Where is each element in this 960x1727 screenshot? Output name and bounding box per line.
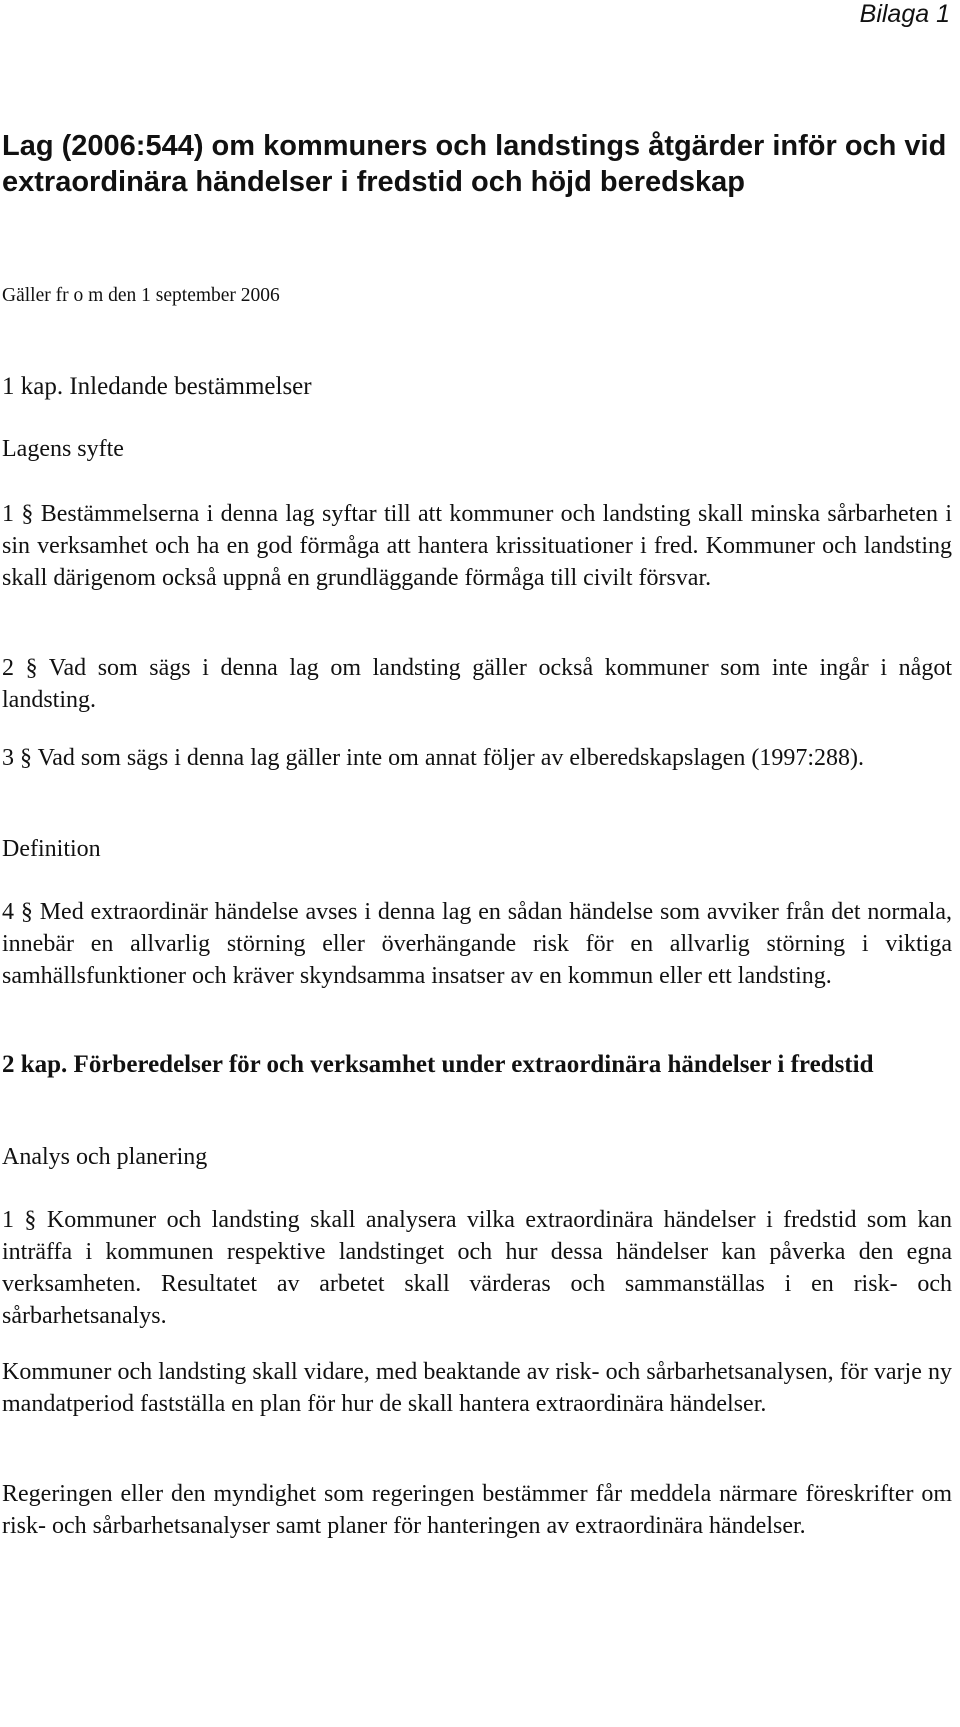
chapter-1-section-4: 4 § Med extraordinär händelse avses i denna lag en sådan händelse som avviker från det normala, innebär en allvarlig störning eller överhängande risk för en allvarlig störning i viktiga samhällsfunktioner och kräver skyndsamma insatser av en kommun eller ett landsting. <box>2 899 952 989</box>
document-title: Lag (2006:544) om kommuners och landstings åtgärder inför och vid extraordinära händelser i fredstid och höjd beredskap <box>2 130 947 198</box>
chapter-1-section-1: 1 § Bestämmelserna i denna lag syftar till att kommuner och landsting skall minska sårbarheten i sin verksamhet och ha en god förmåga att hantera krissituationer i fred. Kommuner och landsting skall därigenom också uppnå en grundläggande förmåga till civilt försvar. <box>2 501 952 591</box>
annex-label: Bilaga 1 <box>859 0 950 28</box>
chapter-2-section-1: 1 § Kommuner och landsting skall analysera vilka extraordinära händelser i fredstid som kan inträffa i kommunen respektive landstinget och hur dessa händelser kan påverka den egna verksamheten. Resultatet av arbetet skall värderas och sammanställas i en risk- och sårbarhetsanalys. <box>2 1207 952 1329</box>
chapter-1-section-3: 3 § Vad som sägs i denna lag gäller inte om annat följer av elberedskapslagen (1997:288). <box>2 745 864 771</box>
chapter-2-subheading-analysis: Analys och planering <box>2 1144 208 1170</box>
effective-date: Gäller fr o m den 1 september 2006 <box>2 285 280 306</box>
chapter-2-paragraph-2: Kommuner och landsting skall vidare, med beaktande av risk- och sårbarhetsanalysen, för varje ny mandatperiod fastställa en plan för hur de skall hantera extraordinära händelser. <box>2 1359 952 1417</box>
chapter-2-paragraph-3: Regeringen eller den myndighet som regeringen bestämmer får meddela närmare föreskrifter om risk- och sårbarhetsanalyser samt planer för hanteringen av extraordinära händelser. <box>2 1481 952 1539</box>
chapter-2-heading: 2 kap. Förberedelser för och verksamhet under extraordinära händelser i fredstid <box>2 1051 874 1078</box>
chapter-1-heading: 1 kap. Inledande bestämmelser <box>2 373 312 400</box>
chapter-1-section-2: 2 § Vad som sägs i denna lag om landsting gäller också kommuner som inte ingår i något landsting. <box>2 655 952 713</box>
chapter-1-subheading-purpose: Lagens syfte <box>2 436 124 462</box>
chapter-1-subheading-definition: Definition <box>2 836 101 862</box>
